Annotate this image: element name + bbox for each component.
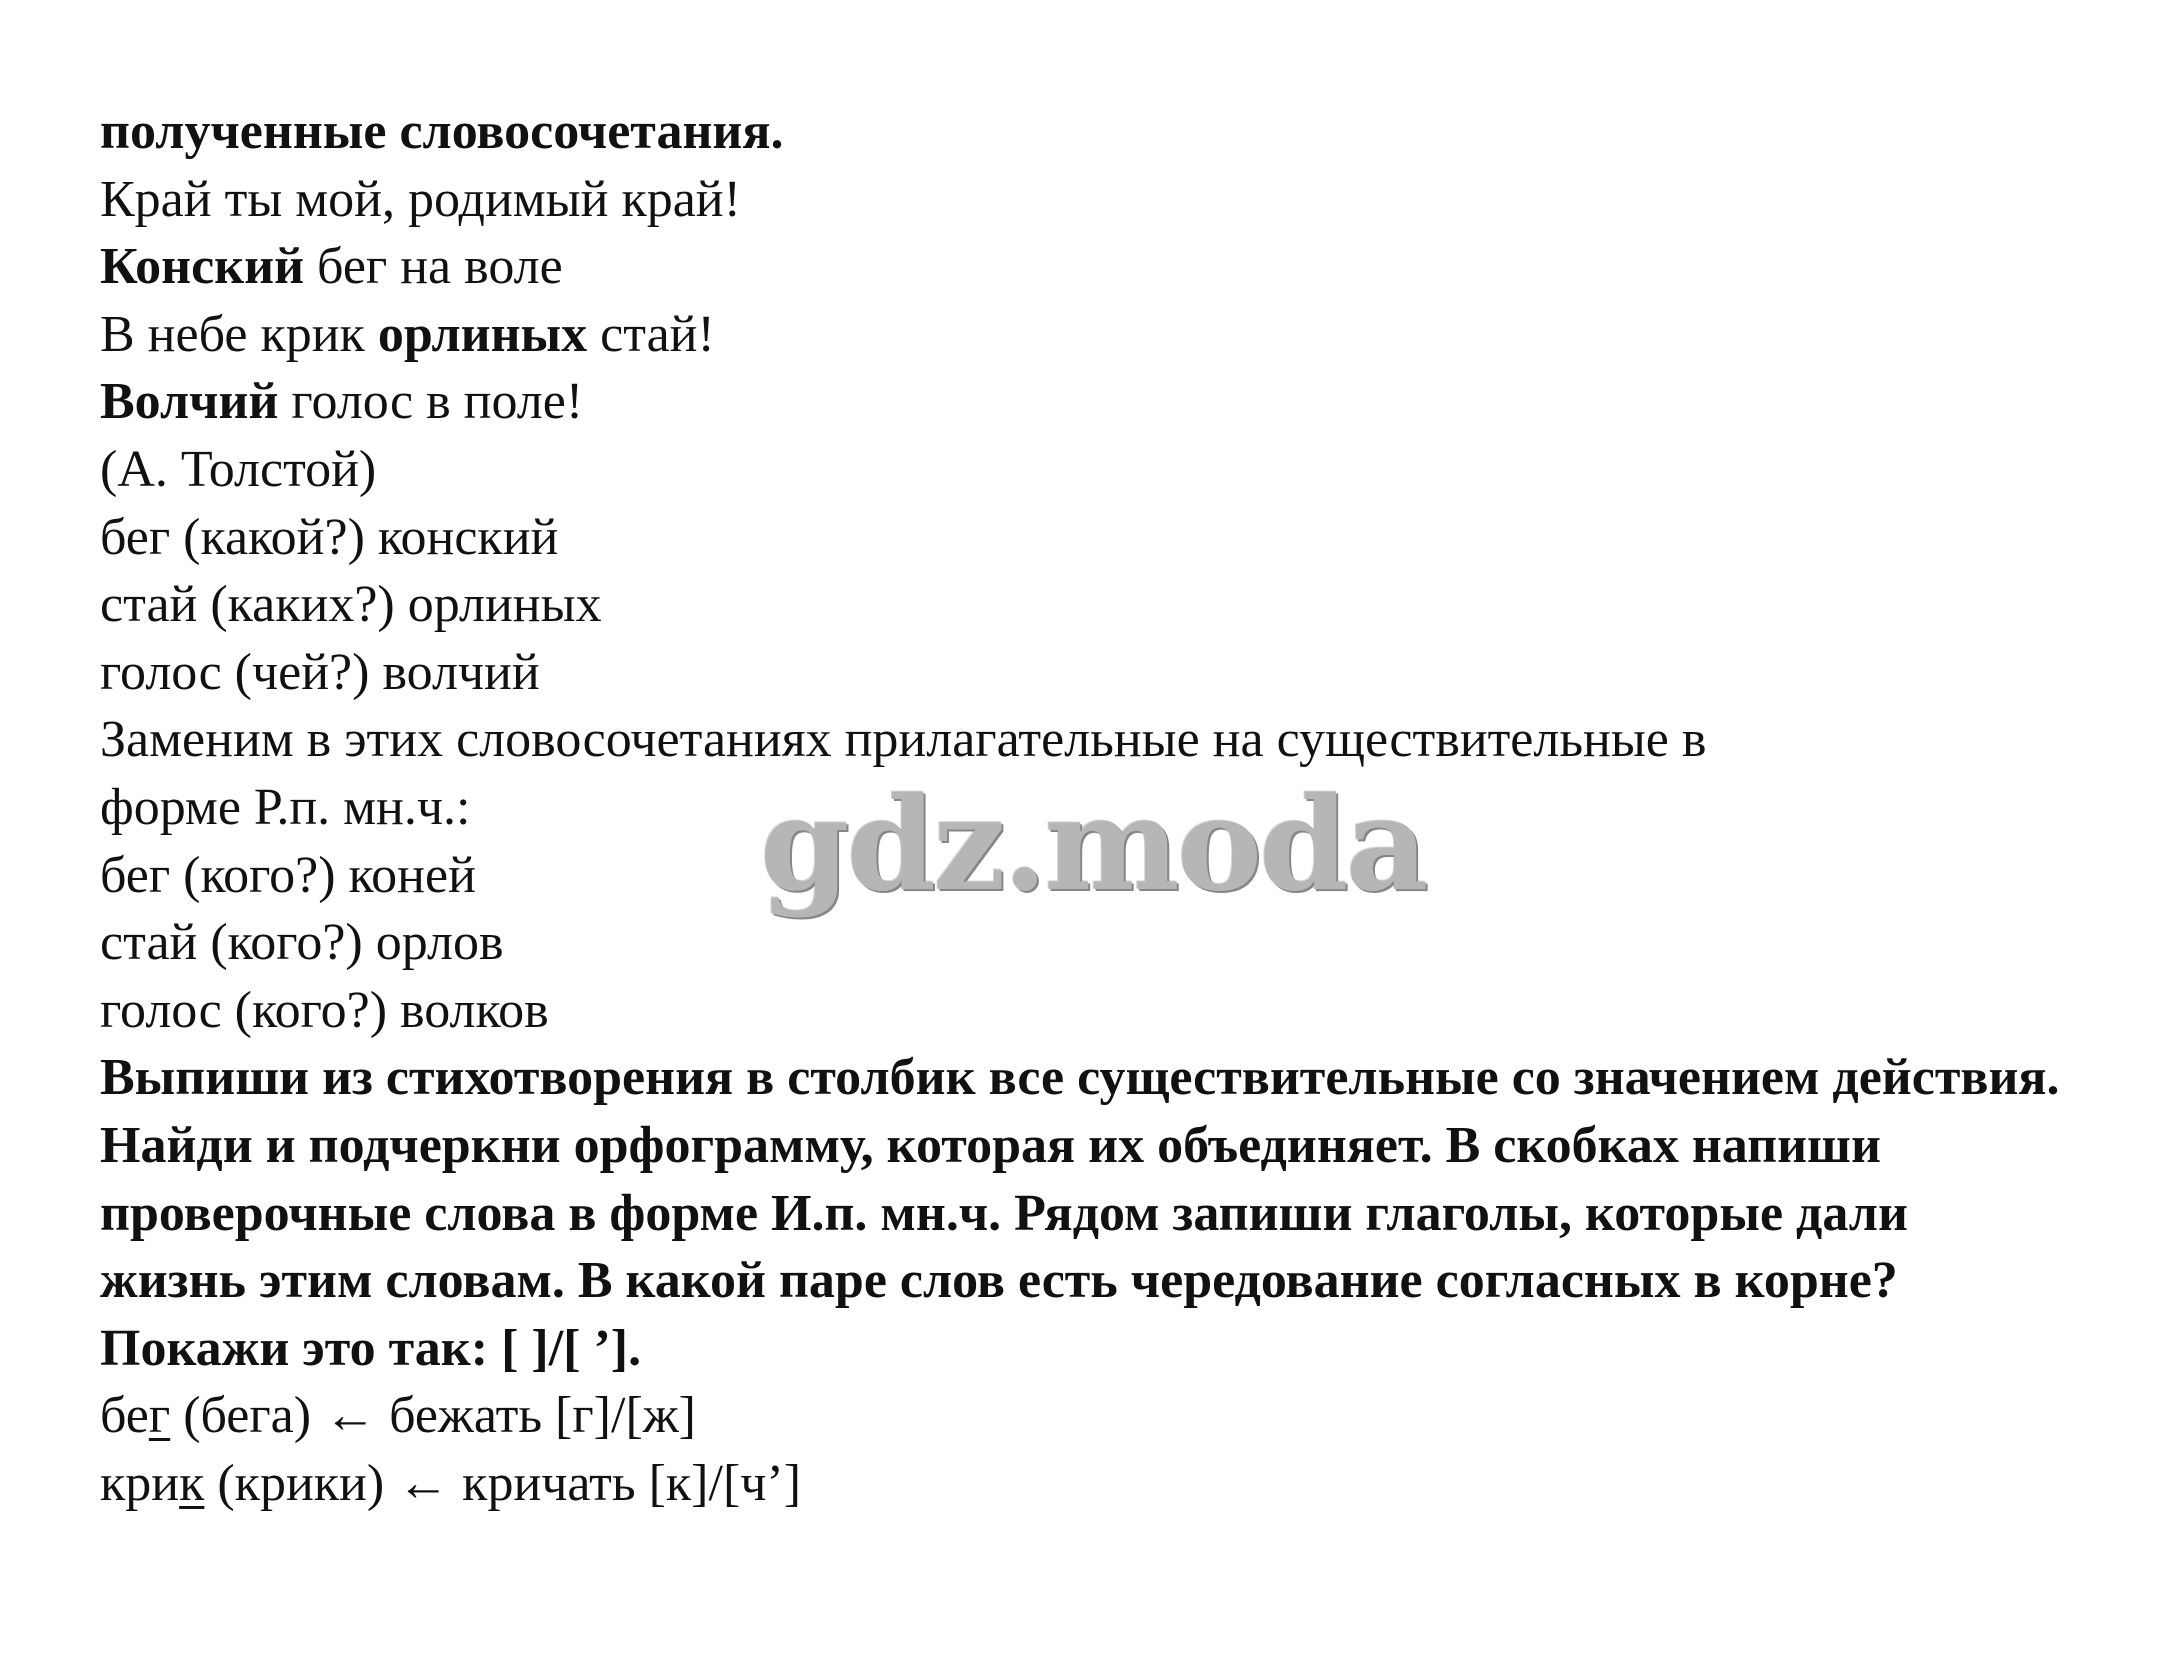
- answer-line-2: крик (крики) ← кричать [к]/[ч’]: [100, 1454, 802, 1512]
- replace-instruction-line-2: форме Р.п. мн.ч.:: [100, 778, 471, 836]
- watermark-logo: gdz.moda: [760, 770, 1426, 920]
- replace-instruction-line-1: Заменим в этих словосочетаниях прилагательные на существительные в: [100, 711, 1707, 769]
- answer-line-1: бег (бега) ← бежать [г]/[ж]: [100, 1387, 697, 1445]
- poem-line-3: В небе крик орлиных стай!: [100, 305, 715, 363]
- bold-word-konsky: Конский: [100, 238, 305, 296]
- replaced-phrase-line: бег (кого?) коней: [100, 846, 476, 904]
- replaced-phrase-line: голос (кого?) волков: [100, 981, 549, 1039]
- task-text: Выпиши из стихотворения в столбик все существительные со значением действия. Найди и подчеркни орфограмму, которая их объединяет. В скобках напиши проверочные слова в форме И.п. мн.ч. Рядом запиши глаголы, которые дали жизнь этим словам. В какой паре слов есть чередование согласных в корне?: [100, 1049, 2060, 1310]
- phrase-line: голос (чей?) волчий: [100, 643, 540, 701]
- underlined-letter: г: [148, 1387, 171, 1445]
- poem-line-4: Волчий голос в поле!: [100, 373, 584, 431]
- intro-line: полученные словосочетания.: [100, 103, 784, 160]
- bold-word-volchy: Волчий: [100, 373, 279, 431]
- replaced-phrase-line: стай (кого?) орлов: [100, 914, 504, 972]
- phrase-line: стай (каких?) орлиных: [100, 576, 602, 634]
- poem-line-2: Конский бег на воле: [100, 238, 563, 296]
- underlined-letter: к: [179, 1454, 205, 1512]
- bold-word-orlinyh: орлиных: [377, 305, 588, 363]
- document-page: [100, 98, 2100, 1517]
- task-show-line: Покажи это так: [ ]/[ ’].: [100, 1319, 642, 1377]
- phrase-line: бег (какой?) конский: [100, 508, 559, 566]
- poem-author: (А. Толстой): [100, 440, 377, 498]
- poem-line-1: Край ты мой, родимый край!: [100, 170, 741, 228]
